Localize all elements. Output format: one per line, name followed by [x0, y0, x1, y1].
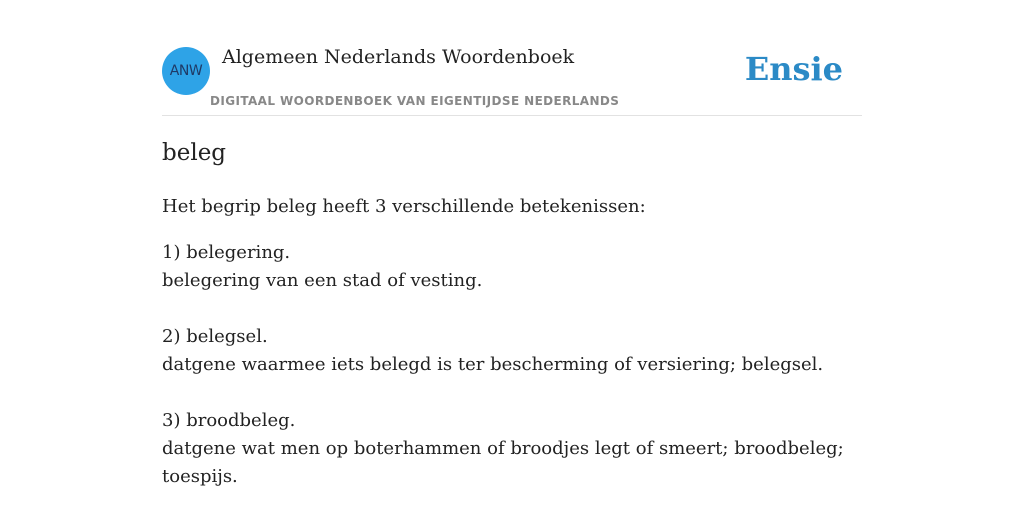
entry-word: beleg	[162, 140, 227, 166]
entry-intro: Het begrip beleg heeft 3 verschillende betekenissen:	[162, 196, 646, 217]
meaning-item	[162, 407, 862, 491]
page	[162, 0, 862, 512]
meaning-heading: 3) broodbeleg.	[162, 410, 296, 431]
site-header	[162, 0, 862, 116]
anw-logo[interactable]: ANW	[162, 47, 210, 95]
meaning-definition: datgene wat men op boterhammen of broodjes legt of smeert; broodbeleg; toespijs.	[162, 438, 844, 487]
meaning-item	[162, 323, 862, 379]
meaning-definition: belegering van een stad of vesting.	[162, 270, 483, 291]
site-title[interactable]: Algemeen Nederlands Woordenboek	[222, 46, 575, 68]
meaning-definition: datgene waarmee iets belegd is ter bescherming of versiering; belegsel.	[162, 354, 824, 375]
meanings-list	[162, 239, 862, 519]
meaning-heading: 2) belegsel.	[162, 326, 268, 347]
ensie-brand-link[interactable]: Ensie	[744, 50, 843, 88]
site-subtitle: DIGITAAL WOORDENBOEK VAN EIGENTIJDSE NEDERLANDS	[210, 94, 620, 108]
meaning-item	[162, 239, 862, 295]
meaning-heading: 1) belegering.	[162, 242, 291, 263]
